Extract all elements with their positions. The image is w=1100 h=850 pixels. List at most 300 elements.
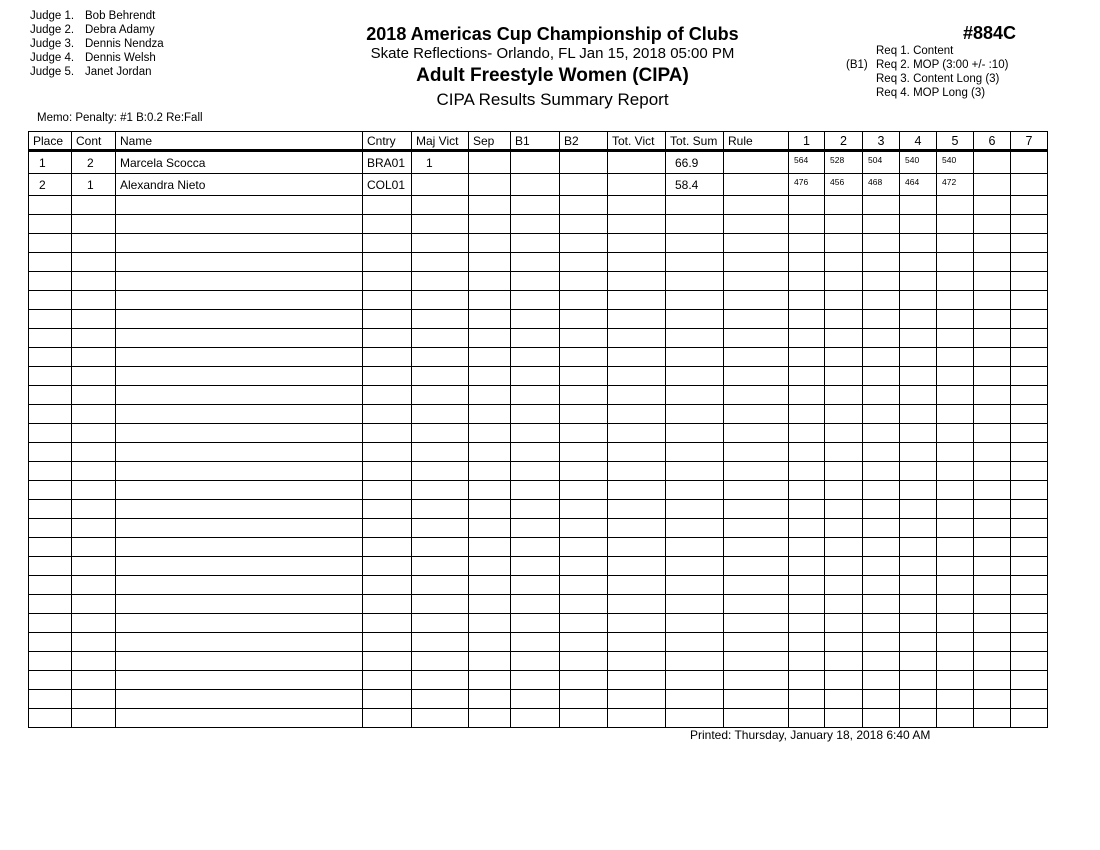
empty-cell: [724, 500, 789, 519]
empty-cell: [789, 652, 825, 671]
empty-cell: [863, 557, 900, 576]
empty-cell: [724, 253, 789, 272]
empty-cell: [560, 291, 608, 310]
empty-cell: [469, 348, 511, 367]
empty-cell: [825, 310, 863, 329]
empty-cell: [937, 348, 974, 367]
empty-cell: [724, 595, 789, 614]
col-header-judge-1: 1: [789, 132, 825, 151]
empty-cell: [116, 538, 363, 557]
empty-cell: [29, 538, 72, 557]
empty-cell: [469, 595, 511, 614]
empty-cell: [116, 272, 363, 291]
empty-cell: [29, 386, 72, 405]
empty-cell: [937, 424, 974, 443]
competition-title: 2018 Americas Cup Championship of Clubs: [366, 24, 739, 44]
empty-cell: [900, 424, 937, 443]
empty-cell: [412, 709, 469, 728]
empty-cell: [900, 291, 937, 310]
empty-table-row: [29, 367, 1048, 386]
empty-cell: [116, 234, 363, 253]
empty-cell: [666, 196, 724, 215]
empty-cell: [469, 424, 511, 443]
empty-cell: [72, 424, 116, 443]
empty-cell: [900, 196, 937, 215]
empty-table-row: [29, 671, 1048, 690]
empty-cell: [900, 690, 937, 709]
empty-cell: [825, 481, 863, 500]
empty-cell: [863, 690, 900, 709]
empty-cell: [363, 633, 412, 652]
empty-cell: [560, 557, 608, 576]
empty-cell: [560, 329, 608, 348]
empty-cell: [608, 443, 666, 462]
empty-cell: [29, 614, 72, 633]
requirement-3: Req 3. Content Long (3): [876, 73, 1000, 85]
empty-cell: [560, 671, 608, 690]
empty-cell: [724, 443, 789, 462]
empty-cell: [72, 291, 116, 310]
empty-cell: [789, 500, 825, 519]
empty-cell: [666, 329, 724, 348]
empty-cell: [900, 386, 937, 405]
empty-cell: [412, 443, 469, 462]
empty-cell: [974, 367, 1011, 386]
empty-cell: [974, 481, 1011, 500]
empty-table-row: [29, 272, 1048, 291]
empty-cell: [937, 291, 974, 310]
empty-cell: [116, 310, 363, 329]
empty-cell: [412, 367, 469, 386]
empty-cell: [511, 481, 560, 500]
empty-cell: [469, 481, 511, 500]
empty-cell: [608, 652, 666, 671]
empty-cell: [412, 424, 469, 443]
empty-table-row: [29, 633, 1048, 652]
requirements-list: [846, 44, 1008, 100]
empty-cell: [825, 215, 863, 234]
empty-cell: [116, 614, 363, 633]
empty-cell: [825, 348, 863, 367]
empty-cell: [608, 329, 666, 348]
country: COL01: [363, 174, 412, 196]
col-header-cont: Cont: [72, 132, 116, 151]
empty-cell: [724, 652, 789, 671]
empty-cell: [724, 633, 789, 652]
judge-7-score: [1011, 151, 1048, 174]
col-header-tot-vict: Tot. Vict: [608, 132, 666, 151]
judge-1-score: 564: [789, 151, 825, 174]
empty-cell: [608, 690, 666, 709]
empty-cell: [1011, 500, 1048, 519]
empty-cell: [900, 538, 937, 557]
empty-cell: [72, 405, 116, 424]
col-header-rule: Rule: [724, 132, 789, 151]
empty-cell: [1011, 595, 1048, 614]
empty-cell: [937, 633, 974, 652]
empty-cell: [116, 519, 363, 538]
empty-cell: [937, 481, 974, 500]
col-header-maj-vict: Maj Vict: [412, 132, 469, 151]
report-title-block: [300, 23, 805, 111]
empty-cell: [363, 481, 412, 500]
empty-cell: [937, 253, 974, 272]
empty-cell: [72, 481, 116, 500]
empty-cell: [29, 595, 72, 614]
empty-cell: [511, 500, 560, 519]
empty-cell: [974, 652, 1011, 671]
empty-cell: [900, 253, 937, 272]
empty-cell: [666, 386, 724, 405]
empty-cell: [1011, 253, 1048, 272]
empty-cell: [1011, 367, 1048, 386]
empty-cell: [29, 709, 72, 728]
empty-cell: [724, 348, 789, 367]
empty-cell: [29, 462, 72, 481]
empty-cell: [900, 215, 937, 234]
empty-cell: [974, 557, 1011, 576]
empty-table-row: [29, 405, 1048, 424]
empty-cell: [469, 234, 511, 253]
empty-cell: [1011, 329, 1048, 348]
col-header-name: Name: [116, 132, 363, 151]
empty-cell: [937, 595, 974, 614]
empty-cell: [412, 234, 469, 253]
empty-cell: [1011, 614, 1048, 633]
empty-cell: [937, 500, 974, 519]
empty-cell: [116, 500, 363, 519]
empty-cell: [1011, 709, 1048, 728]
empty-cell: [863, 500, 900, 519]
empty-cell: [937, 519, 974, 538]
empty-cell: [29, 310, 72, 329]
table-row: [29, 151, 1048, 174]
empty-cell: [937, 538, 974, 557]
empty-cell: [1011, 690, 1048, 709]
empty-cell: [116, 405, 363, 424]
empty-cell: [724, 291, 789, 310]
empty-cell: [116, 576, 363, 595]
empty-cell: [974, 386, 1011, 405]
empty-cell: [900, 614, 937, 633]
empty-cell: [363, 272, 412, 291]
empty-cell: [116, 557, 363, 576]
empty-cell: [412, 291, 469, 310]
empty-cell: [363, 500, 412, 519]
empty-cell: [116, 386, 363, 405]
empty-cell: [937, 671, 974, 690]
empty-cell: [608, 462, 666, 481]
empty-cell: [560, 709, 608, 728]
empty-cell: [974, 215, 1011, 234]
empty-cell: [825, 709, 863, 728]
empty-cell: [608, 519, 666, 538]
empty-cell: [363, 367, 412, 386]
empty-cell: [1011, 291, 1048, 310]
empty-cell: [863, 424, 900, 443]
empty-cell: [363, 538, 412, 557]
empty-table-row: [29, 424, 1048, 443]
empty-cell: [511, 405, 560, 424]
empty-cell: [560, 481, 608, 500]
empty-cell: [72, 196, 116, 215]
empty-cell: [72, 272, 116, 291]
empty-cell: [608, 481, 666, 500]
empty-cell: [608, 405, 666, 424]
empty-cell: [937, 272, 974, 291]
empty-cell: [789, 329, 825, 348]
empty-cell: [116, 652, 363, 671]
empty-cell: [560, 652, 608, 671]
empty-cell: [863, 538, 900, 557]
empty-cell: [608, 576, 666, 595]
empty-cell: [900, 310, 937, 329]
empty-cell: [608, 424, 666, 443]
empty-table-row: [29, 234, 1048, 253]
empty-table-row: [29, 500, 1048, 519]
empty-table-row: [29, 538, 1048, 557]
empty-cell: [511, 424, 560, 443]
empty-table-row: [29, 519, 1048, 538]
empty-cell: [937, 709, 974, 728]
empty-cell: [469, 462, 511, 481]
judge-5-score: 472: [937, 174, 974, 196]
empty-cell: [29, 557, 72, 576]
empty-cell: [666, 671, 724, 690]
empty-cell: [666, 462, 724, 481]
empty-cell: [363, 709, 412, 728]
empty-table-row: [29, 329, 1048, 348]
empty-cell: [900, 652, 937, 671]
empty-cell: [363, 690, 412, 709]
judge-4-score: 540: [900, 151, 937, 174]
empty-cell: [863, 633, 900, 652]
empty-cell: [412, 595, 469, 614]
empty-cell: [29, 690, 72, 709]
empty-cell: [608, 291, 666, 310]
empty-cell: [412, 614, 469, 633]
empty-cell: [412, 253, 469, 272]
empty-cell: [511, 443, 560, 462]
b2: [560, 151, 608, 174]
empty-cell: [825, 291, 863, 310]
empty-cell: [412, 519, 469, 538]
empty-cell: [825, 538, 863, 557]
empty-cell: [72, 443, 116, 462]
empty-cell: [363, 310, 412, 329]
empty-cell: [29, 633, 72, 652]
empty-cell: [1011, 538, 1048, 557]
empty-cell: [666, 500, 724, 519]
empty-cell: [412, 500, 469, 519]
empty-cell: [789, 538, 825, 557]
empty-cell: [116, 348, 363, 367]
empty-cell: [724, 272, 789, 291]
b2: [560, 174, 608, 196]
empty-cell: [511, 576, 560, 595]
col-header-judge-7: 7: [1011, 132, 1048, 151]
empty-table-row: [29, 652, 1048, 671]
empty-cell: [412, 405, 469, 424]
empty-cell: [825, 614, 863, 633]
empty-cell: [666, 652, 724, 671]
empty-cell: [363, 234, 412, 253]
empty-cell: [363, 557, 412, 576]
empty-cell: [29, 329, 72, 348]
empty-cell: [29, 500, 72, 519]
empty-cell: [825, 234, 863, 253]
empty-cell: [863, 310, 900, 329]
empty-cell: [825, 500, 863, 519]
empty-cell: [666, 234, 724, 253]
empty-cell: [363, 291, 412, 310]
judge-1-score: 476: [789, 174, 825, 196]
empty-cell: [974, 576, 1011, 595]
empty-cell: [789, 405, 825, 424]
event-number: #884C: [963, 23, 1017, 43]
empty-cell: [974, 253, 1011, 272]
empty-cell: [469, 310, 511, 329]
empty-cell: [666, 614, 724, 633]
empty-cell: [511, 462, 560, 481]
empty-cell: [363, 576, 412, 595]
empty-cell: [363, 196, 412, 215]
empty-cell: [469, 253, 511, 272]
empty-cell: [29, 405, 72, 424]
empty-cell: [511, 386, 560, 405]
empty-cell: [724, 690, 789, 709]
empty-cell: [825, 424, 863, 443]
empty-cell: [72, 310, 116, 329]
empty-table-row: [29, 462, 1048, 481]
empty-cell: [724, 614, 789, 633]
empty-cell: [560, 614, 608, 633]
empty-cell: [412, 462, 469, 481]
empty-cell: [789, 253, 825, 272]
empty-cell: [666, 481, 724, 500]
empty-cell: [560, 253, 608, 272]
empty-cell: [412, 215, 469, 234]
empty-cell: [863, 443, 900, 462]
empty-cell: [724, 576, 789, 595]
requirement-4: Req 4. MOP Long (3): [876, 87, 986, 99]
empty-cell: [974, 234, 1011, 253]
empty-cell: [789, 424, 825, 443]
empty-cell: [900, 709, 937, 728]
empty-table-row: [29, 690, 1048, 709]
empty-cell: [608, 310, 666, 329]
empty-cell: [608, 348, 666, 367]
empty-cell: [72, 709, 116, 728]
event-title: Adult Freestyle Women (CIPA): [416, 65, 689, 86]
empty-cell: [363, 519, 412, 538]
empty-cell: [608, 671, 666, 690]
empty-cell: [469, 519, 511, 538]
judge-6-score: [974, 174, 1011, 196]
empty-cell: [900, 557, 937, 576]
empty-cell: [974, 310, 1011, 329]
b1: [511, 174, 560, 196]
empty-cell: [608, 386, 666, 405]
empty-cell: [1011, 196, 1048, 215]
col-header-judge-4: 4: [900, 132, 937, 151]
empty-table-row: [29, 310, 1048, 329]
empty-cell: [29, 671, 72, 690]
empty-cell: [511, 291, 560, 310]
tot-vict: [608, 151, 666, 174]
judge-4-score: 464: [900, 174, 937, 196]
empty-table-row: [29, 196, 1048, 215]
table-row: [29, 174, 1048, 196]
col-header-b1: B1: [511, 132, 560, 151]
empty-cell: [116, 633, 363, 652]
empty-cell: [900, 500, 937, 519]
empty-cell: [116, 462, 363, 481]
empty-cell: [789, 557, 825, 576]
judges-list: [30, 9, 164, 79]
empty-cell: [789, 291, 825, 310]
empty-cell: [1011, 671, 1048, 690]
empty-cell: [116, 595, 363, 614]
empty-cell: [560, 348, 608, 367]
empty-cell: [511, 709, 560, 728]
empty-cell: [608, 709, 666, 728]
empty-cell: [937, 652, 974, 671]
empty-cell: [1011, 576, 1048, 595]
empty-cell: [72, 253, 116, 272]
empty-cell: [724, 462, 789, 481]
empty-cell: [608, 367, 666, 386]
empty-cell: [72, 234, 116, 253]
empty-cell: [900, 671, 937, 690]
empty-cell: [974, 462, 1011, 481]
empty-cell: [789, 348, 825, 367]
empty-cell: [825, 443, 863, 462]
empty-table-row: [29, 614, 1048, 633]
empty-cell: [363, 386, 412, 405]
empty-cell: [825, 652, 863, 671]
empty-cell: [974, 196, 1011, 215]
empty-cell: [29, 291, 72, 310]
empty-cell: [1011, 443, 1048, 462]
empty-cell: [666, 348, 724, 367]
empty-cell: [116, 215, 363, 234]
empty-cell: [560, 633, 608, 652]
empty-cell: [72, 595, 116, 614]
empty-cell: [72, 500, 116, 519]
empty-cell: [937, 614, 974, 633]
empty-cell: [363, 462, 412, 481]
empty-cell: [469, 196, 511, 215]
empty-cell: [937, 405, 974, 424]
empty-cell: [608, 614, 666, 633]
empty-cell: [29, 519, 72, 538]
empty-cell: [412, 576, 469, 595]
empty-cell: [825, 367, 863, 386]
empty-cell: [863, 671, 900, 690]
empty-cell: [116, 424, 363, 443]
empty-cell: [825, 557, 863, 576]
empty-cell: [724, 519, 789, 538]
empty-cell: [937, 462, 974, 481]
empty-cell: [29, 576, 72, 595]
col-header-tot-sum: Tot. Sum: [666, 132, 724, 151]
empty-table-row: [29, 557, 1048, 576]
empty-cell: [974, 519, 1011, 538]
empty-cell: [560, 576, 608, 595]
empty-cell: [608, 500, 666, 519]
empty-cell: [900, 595, 937, 614]
